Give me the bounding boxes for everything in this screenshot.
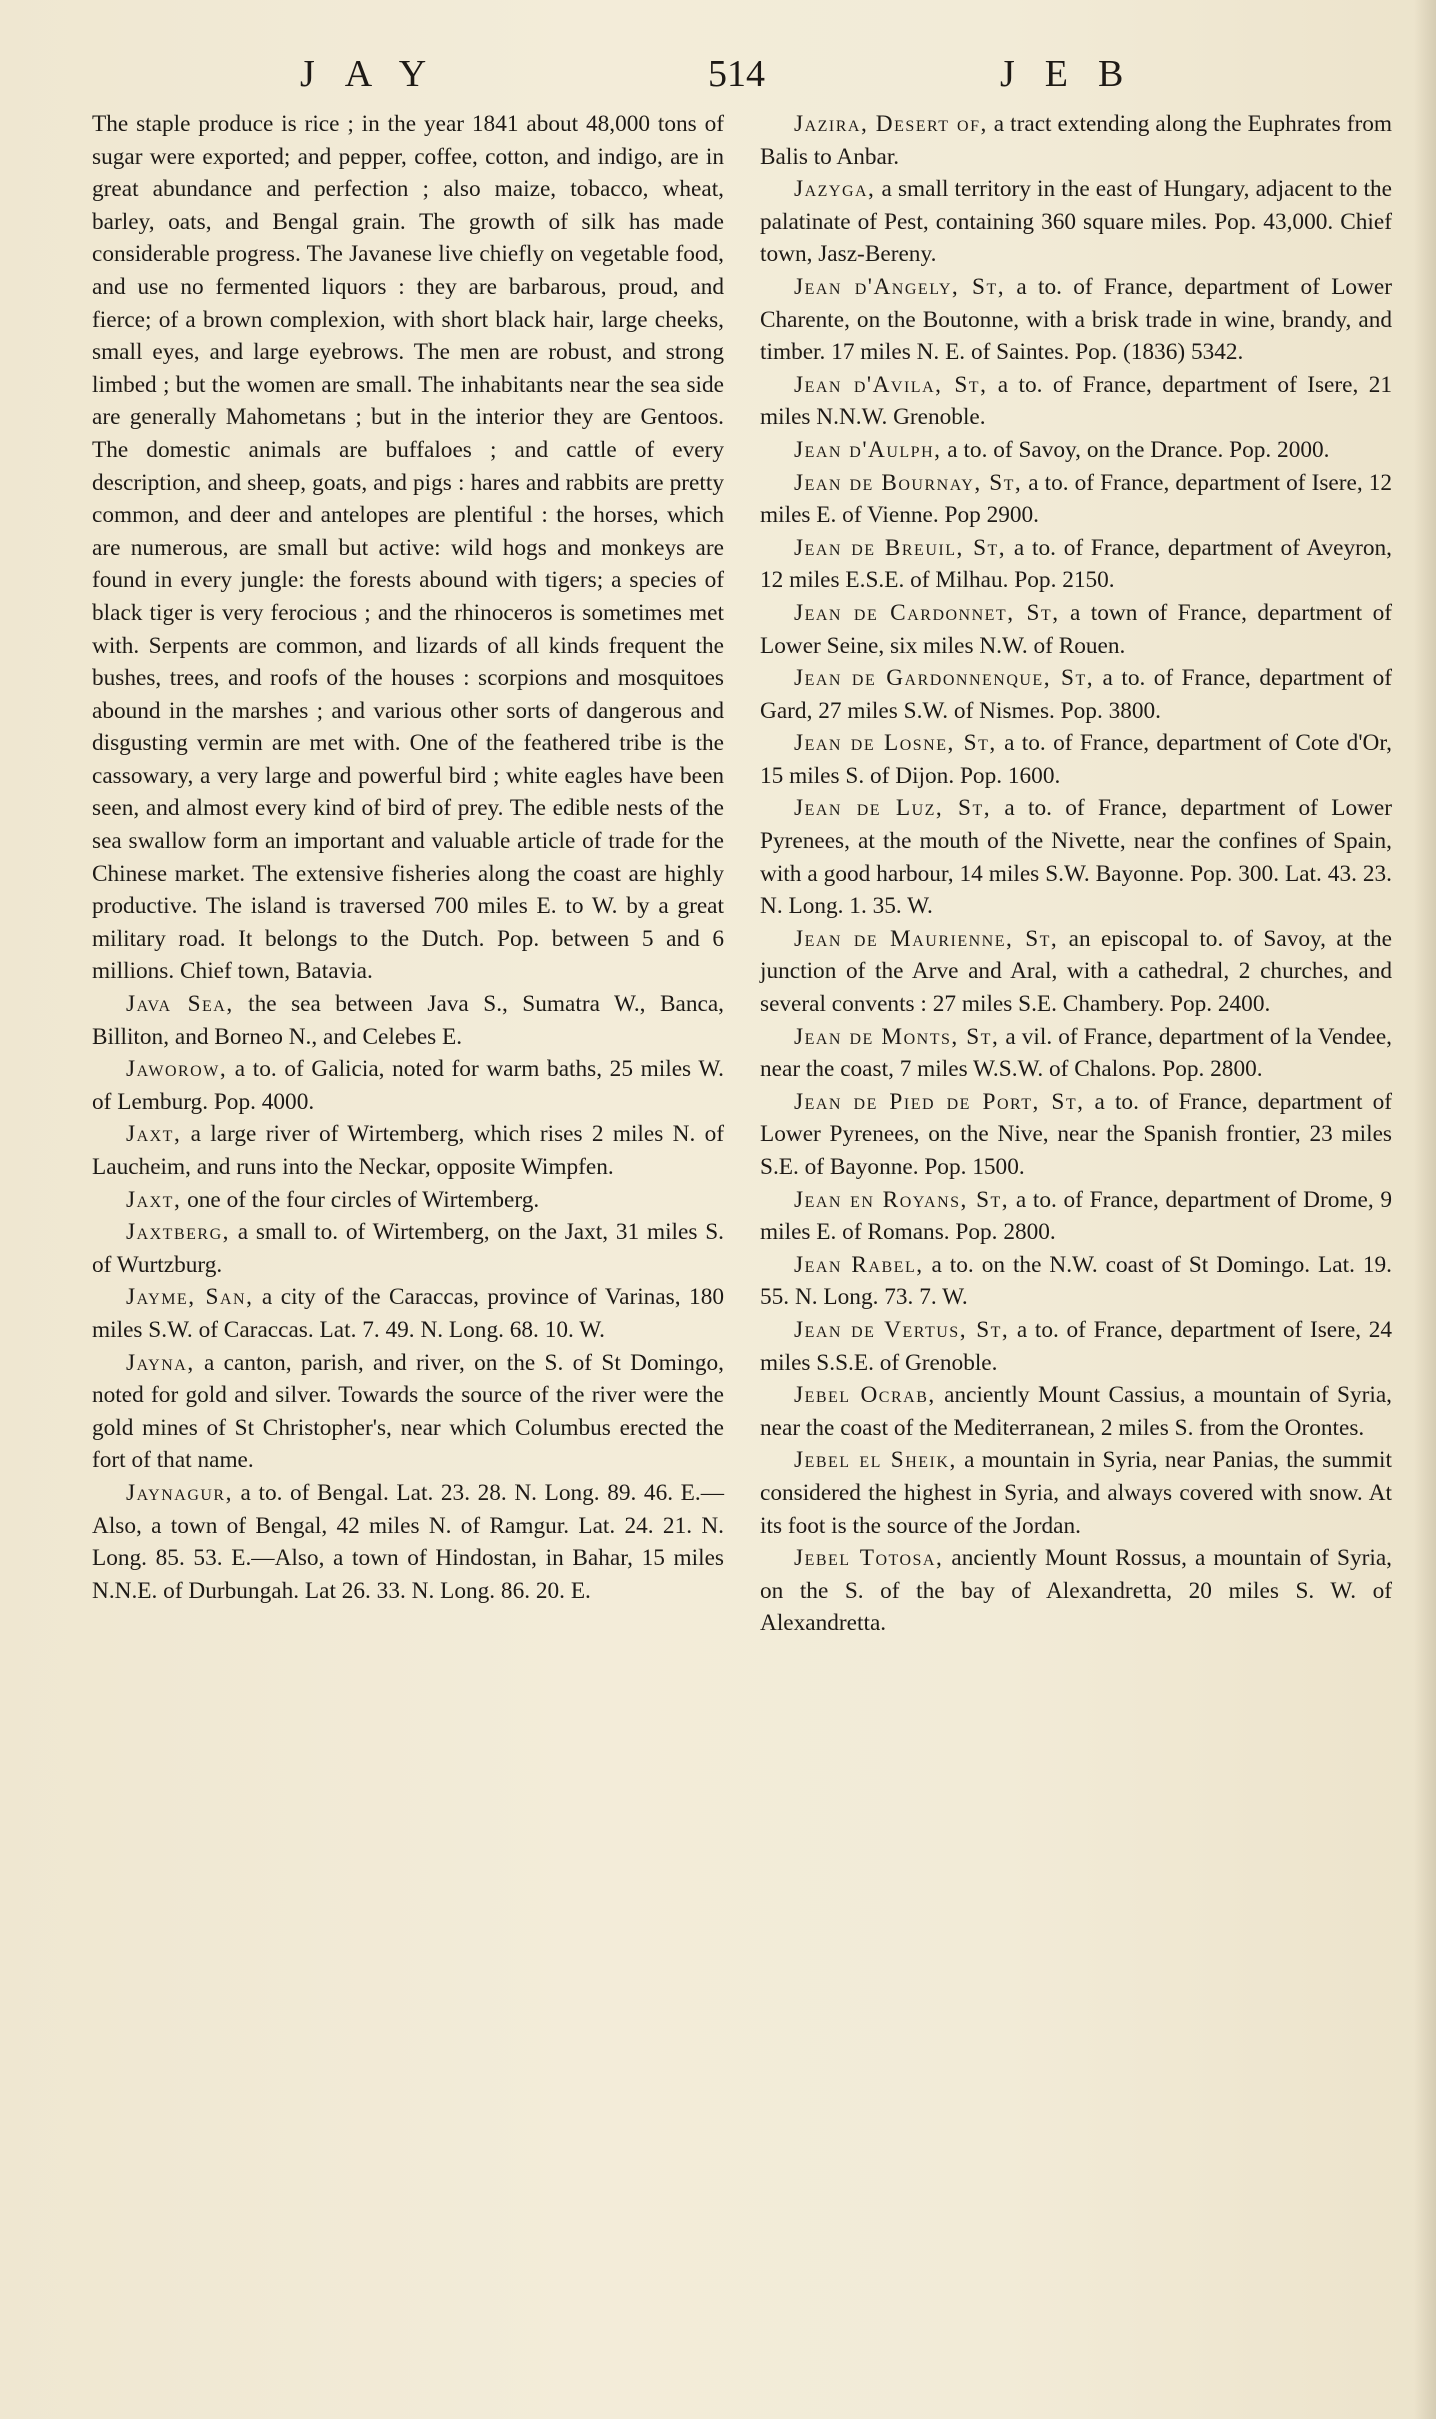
entry-headword: Jean de Monts, St, — [794, 1023, 1000, 1050]
gazetteer-entry — [760, 597, 1392, 662]
entry-text: a to. of Bengal. Lat. 23. 28. N. Long. 89. 46. E.—Also, a town of Bengal, 42 miles N. of Ramgur. Lat. 24. 21. N. Long. 85. 53. E.—Also, a town of Hindostan, in Bahar, 15 miles N.N.E. of Durbungah. Lat 26. 33. N. Long. 86. 20. E. — [92, 1479, 724, 1604]
entry-headword: Jaxt, — [126, 1121, 182, 1148]
gazetteer-entry — [92, 1216, 724, 1281]
entry-text: a to. of France, department of Isere, 24 miles S.S.E. of Grenoble. — [760, 1316, 1392, 1376]
entry-text: a to. of France, department of Aveyron, 12 miles E.S.E. of Milhau. Pop. 2150. — [760, 534, 1392, 594]
entry-headword: Jean de Gardonnenque, St, — [794, 665, 1095, 692]
entry-text: one of the four circles of Wirtemberg. — [181, 1186, 540, 1213]
entry-headword: Java Sea, — [126, 991, 234, 1018]
gazetteer-entry — [92, 1184, 724, 1217]
entry-text: anciently Mount Cassius, a mountain of Syria, near the coast of the Mediterranean, 2 miles S. from the Orontes. — [760, 1382, 1392, 1441]
gazetteer-entry — [92, 1347, 724, 1477]
gazetteer-entry — [760, 108, 1392, 173]
entry-text: a tract extending along the Euphrates from Balis to Anbar. — [760, 111, 1392, 170]
entry-headword: Jebel Ocrab, — [794, 1382, 936, 1409]
entry-headword: Jean de Vertus, St, — [794, 1316, 1010, 1343]
entry-text: a to. of France, department of Gard, 27 miles S.W. of Nismes. Pop. 3800. — [760, 665, 1393, 724]
entry-headword: Jazira, Desert of, — [794, 111, 988, 137]
entry-text: a town of France, department of Lower Seine, six miles N.W. of Rouen. — [760, 599, 1392, 659]
entry-headword: Jaxt, — [126, 1186, 182, 1213]
entry-headword: Jean en Royans, St, — [794, 1186, 1010, 1213]
entry-text: a to. of France, department of Lower Pyrenees, at the mouth of the Nivette, near the confines of Spain, with a good harbour, 14 miles S.W. Bayonne. Pop. 300. Lat. 43. 23. N. Long. 1. 35. W. — [760, 795, 1393, 920]
entry-headword: Jean d'Aulph, — [794, 436, 942, 463]
gazetteer-entry — [760, 1086, 1392, 1184]
right-column — [760, 108, 1392, 1640]
gazetteer-entry — [760, 1379, 1392, 1444]
entry-text: a to. of France, department of Isere, 12 miles E. of Vienne. Pop 2900. — [760, 469, 1392, 529]
entry-headword: Jean de Bournay, St, — [794, 469, 1023, 496]
gazetteer-entry — [760, 923, 1392, 1021]
entry-text: an episcopal to. of Savoy, at the junction of the Arve and Aral, with a cathedral, 2 churches, and several convents : 27 miles S.E. Chambery. Pop. 2400. — [760, 925, 1392, 1018]
entry-text: the sea between Java S., Sumatra W., Banca, Billiton, and Borneo N., and Celebes E. — [92, 991, 724, 1050]
gazetteer-entry — [92, 1477, 724, 1607]
gazetteer-entry — [760, 369, 1392, 434]
gazetteer-entry — [760, 1444, 1392, 1542]
gazetteer-entry — [760, 434, 1392, 467]
gazetteer-entry — [92, 988, 724, 1053]
running-head-left: JAY — [300, 53, 457, 95]
running-head — [0, 52, 1436, 100]
entry-headword: Jean de Losne, St, — [794, 730, 997, 757]
entry-text: The staple produce is rice ; in the year 1841 about 48,000 tons of sugar were exported; and pepper, coffee, cotton, and indigo, are in great abundance and perfection ; also maize, tobacco, wheat, barley, oats, and Bengal grain. The growth of silk has made considerable progress. The Javanese live chiefly on vegetable food, and use no fermented liquors : they are barbarous, proud, and fierce; of a brown complexion, with short black hair, large cheeks, small eyes, and large eyebrows. The men are robust, and strong limbed ; but the women are small. The inhabitants near the sea side are generally Mahometans ; but in the interior they are Gentoos. The domestic animals are buffaloes ; and cattle of every description, and sheep, goats, and pigs : hares and rabbits are pretty common, and deer and antelopes are plentiful : the horses, which are numerous, are small but active: wild hogs and monkeys are found in every jungle: the forests abound with tigers; a species of black tiger is very ferocious ; and the rhinoceros is sometimes met with. Serpents are common, and lizards of all kinds frequent the bushes, trees, and roofs of the houses : scorpions and mosquitoes abound in the marshes ; and various other sorts of dangerous and disgusting vermin are met with. One of the feathered tribe is the cassowary, a very large and powerful bird ; white eagles have been seen, and almost every kind of bird of prey. The edible nests of the sea swallow form an important and valuable article of trade for the Chinese market. The extensive fisheries along the coast are highly productive. The island is traversed 700 miles E. to W. by a great military road. It belongs to the Dutch. Pop. between 5 and 6 millions. Chief town, Batavia. — [92, 111, 724, 985]
entry-headword: Jebel Totosa, — [794, 1545, 944, 1572]
gazetteer-entry — [760, 1021, 1392, 1086]
entry-headword: Jean d'Avila, St, — [794, 371, 988, 398]
entry-text: anciently Mount Rossus, a mountain of Syria, on the S. of the bay of Alexandretta, 20 miles S. W. of Alexandretta. — [760, 1545, 1392, 1637]
entry-headword: Jean de Luz, St, — [794, 795, 992, 822]
running-head-right: JEB — [1000, 53, 1154, 95]
gazetteer-entry — [760, 271, 1392, 369]
gazetteer-entry — [760, 1542, 1392, 1640]
gazetteer-entry — [760, 662, 1392, 727]
gazetteer-entry — [92, 1053, 724, 1118]
entry-text: a to. of France, department of Lower Pyrenees, on the Nive, near the Spanish frontier, 23 miles S.E. of Bayonne. Pop. 1500. — [760, 1088, 1393, 1180]
page-edge-shadow — [1414, 0, 1436, 2419]
entry-text: a to. of France, department of Cote d'Or, 15 miles S. of Dijon. Pop. 1600. — [760, 730, 1392, 789]
gazetteer-entry — [760, 1314, 1392, 1379]
entry-headword: Jaworow, — [126, 1056, 228, 1083]
entry-headword: Jean de Cardonnet, St, — [794, 599, 1060, 626]
left-column — [92, 108, 724, 1607]
entry-headword: Jean de Pied de Port, St, — [794, 1088, 1085, 1115]
entry-text: a to. of France, department of Drome, 9 miles E. of Romans. Pop. 2800. — [760, 1186, 1392, 1246]
gazetteer-entry — [92, 1118, 724, 1183]
entry-headword: Jayme, San, — [126, 1284, 254, 1311]
gazetteer-entry — [760, 532, 1392, 597]
entry-text: a to. of France, department of Isere, 21 miles N.N.W. Grenoble. — [760, 371, 1393, 431]
entry-headword: Jayna, — [126, 1349, 195, 1376]
entry-headword: Jaynagur, — [126, 1479, 233, 1506]
entry-text: a small to. of Wirtemberg, on the Jaxt, 31 miles S. of Wurtzburg. — [92, 1219, 724, 1278]
entry-headword: Jean de Maurienne, St, — [794, 925, 1059, 952]
gazetteer-entry — [760, 727, 1392, 792]
entry-text: a to. of Savoy, on the Drance. Pop. 2000. — [941, 436, 1330, 463]
entry-headword: Jean Rabel, — [794, 1251, 924, 1278]
gazetteer-entry — [92, 1281, 724, 1346]
entry-headword: Jebel el Sheik, — [794, 1447, 957, 1474]
entry-headword: Jazyga, — [794, 176, 876, 203]
gazetteer-entry — [760, 792, 1392, 922]
entry-text: a to. of Galicia, noted for warm baths, 25 miles W. of Lemburg. Pop. 4000. — [92, 1056, 724, 1115]
gazetteer-entry — [760, 1184, 1392, 1249]
entry-text: a to. on the N.W. coast of St Domingo. Lat. 19. 55. N. Long. 73. 7. W. — [760, 1251, 1392, 1311]
page-number: 514 — [708, 53, 765, 95]
entry-text: a to. of France, department of Lower Charente, on the Boutonne, with a brisk trade in wine, brandy, and timber. 17 miles N. E. of Saintes. Pop. (1836) 5342. — [760, 273, 1392, 366]
entry-headword: Jean de Breuil, St, — [794, 534, 1007, 561]
entry-text: a small territory in the east of Hungary, adjacent to the palatinate of Pest, containing 360 square miles. Pop. 43,000. Chief town, Jasz-Bereny. — [760, 176, 1392, 268]
entry-text: a city of the Caraccas, province of Varinas, 180 miles S.W. of Caraccas. Lat. 7. 49. N. Long. 68. 10. W. — [92, 1284, 725, 1343]
gazetteer-entry — [760, 467, 1392, 532]
entry-text: a vil. of France, department of la Vendee, near the coast, 7 miles W.S.W. of Chalons. Pop. 2800. — [760, 1023, 1392, 1083]
entry-text: a mountain in Syria, near Panias, the summit considered the highest in Syria, and always covered with snow. At its foot is the source of the Jordan. — [760, 1447, 1392, 1539]
entry-headword: Jean d'Angely, St, — [794, 273, 1006, 300]
gazetteer-entry — [760, 1249, 1392, 1314]
entry-paragraph — [92, 108, 724, 988]
entry-headword: Jaxtberg, — [126, 1219, 230, 1246]
entry-text: a canton, parish, and river, on the S. of St Domingo, noted for gold and silver. Towards the source of the river were the gold mines of St Christopher's, near which Columbus erected the fort of that name. — [92, 1349, 724, 1474]
gazetteer-entry — [760, 173, 1392, 271]
entry-text: a large river of Wirtemberg, which rises 2 miles N. of Laucheim, and runs into the Neckar, opposite Wimpfen. — [92, 1121, 724, 1180]
